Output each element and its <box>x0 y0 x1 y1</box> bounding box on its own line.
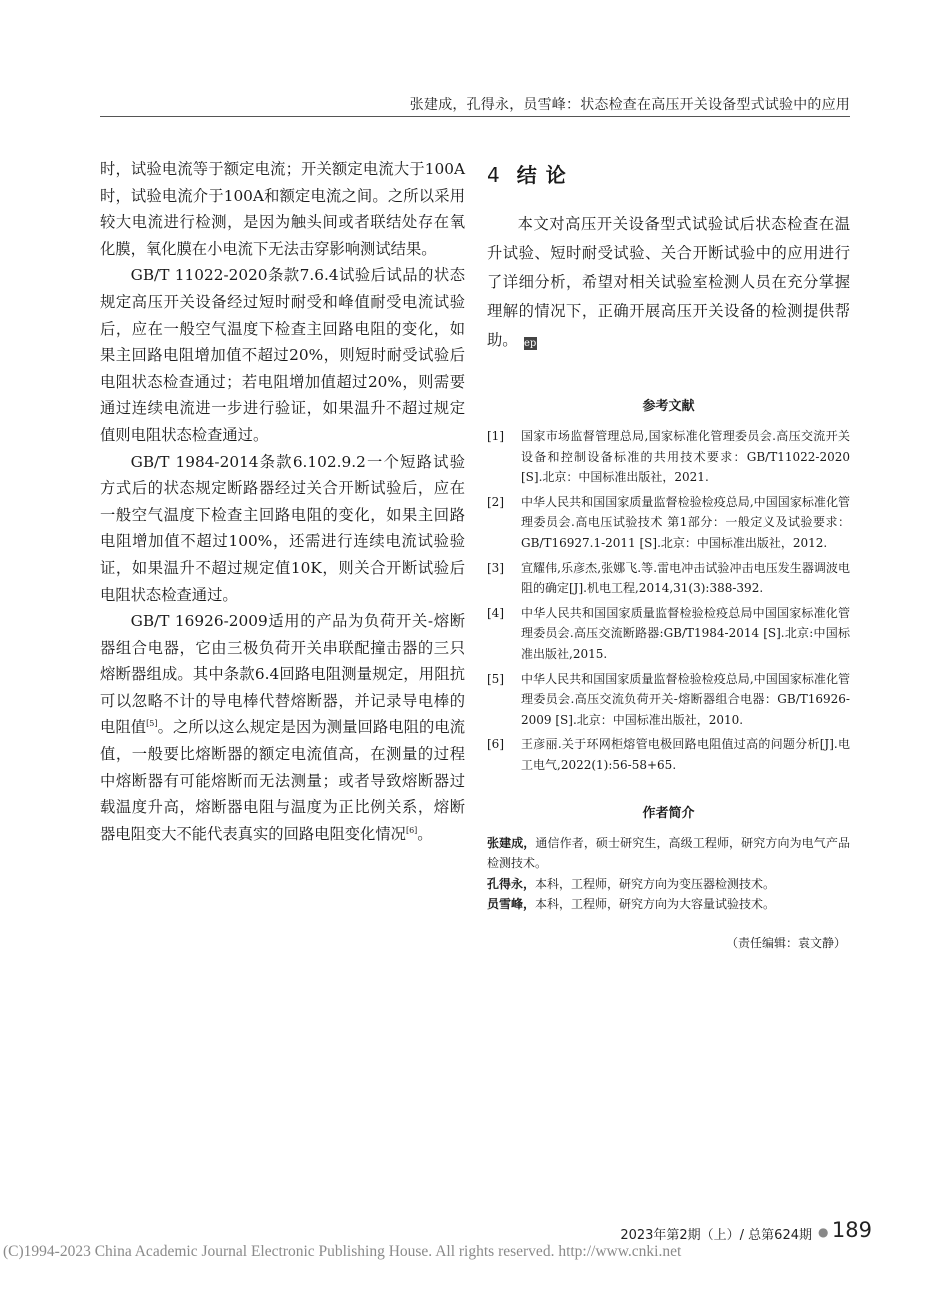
left-column <box>100 156 465 847</box>
copyright-watermark: (C)1994-2023 China Academic Journal Electronic Publishing House. All rights reserved. http://www.cnki.net <box>3 1243 682 1260</box>
reference-number: [2] <box>487 494 504 509</box>
paragraph-gbt16926 <box>100 608 465 847</box>
paragraph-continued: 时，试验电流等于额定电流；开关额定电流大于100A时，试验电流介于100A和额定电流之间。之所以采用较大电流进行检测，是因为触头间或者联结处存在氧化膜，氧化膜在小电流下无法击穿影响测试结果。 <box>100 160 465 258</box>
running-head: 张建成，孔得永，员雪峰：状态检查在高压开关设备型式试验中的应用 <box>409 97 850 113</box>
reference-number: [5] <box>487 671 504 686</box>
paragraph-gbt11022: GB/T 11022-2020条款7.6.4试验后试品的状态规定高压开关设备经过短时耐受和峰值耐受电流试验后，应在一般空气温度下检查主回路电阻的变化，如果主回路电阻增加值不超过20%，则短时耐受试验后电阻状态检查通过；若电阻增加值超过20%，则需要通过连续电流进一步进行验证，如果温升不超过规定值则电阻状态检查通过。 <box>100 266 465 444</box>
citation-5[interactable]: [5] <box>146 719 158 729</box>
reference-number: [1] <box>487 429 504 443</box>
author-desc: 本科，工程师，研究方向为变压器检测技术。 <box>535 876 776 891</box>
conclusion-text: 本文对高压开关设备型式试验试后状态检查在温升试验、短时耐受试验、关合开断试验中的应用进行了详细分析，希望对相关试验室检测人员在充分掌握理解的情况下，正确开展高压开关设备的检测提供帮助。 <box>487 215 850 349</box>
reference-item <box>487 669 850 731</box>
reference-text: 中华人民共和国国家质量监督检验检疫总局,中国国家标准化管理委员会.高电压试验技术 第1部分：一般定义及试验要求：GB/T16927.1-2011 [S].北京：中国标准出版社，2012. <box>521 494 850 550</box>
issue-info: 2023年第2期（上）/ 总第624期 <box>620 1228 812 1243</box>
references-heading: 参考文献 <box>642 399 695 414</box>
editor-note: （责任编辑：袁文静） <box>725 935 846 950</box>
reference-item <box>487 603 850 665</box>
paragraph-gbt1984: GB/T 1984-2014条款6.102.9.2一个短路试验方式后的状态规定断路器经过关合开断试验后，应在一般空气温度下检查主回路电阻的变化，如果主回路电阻增加值不超过100%，还需进行连续电流试验验证，如果温升不超过规定值10K，则关合开断试验后电阻状态检查通过。 <box>100 452 465 604</box>
section-title: 结 论 <box>516 163 567 187</box>
reference-item <box>487 426 850 488</box>
reference-number: [6] <box>487 737 504 752</box>
reference-text: 中华人民共和国国家质量监督检验检疫总局,中国国家标准化管理委员会.高压交流负荷开关-熔断器组合电器：GB/T16926-2009 [S].北京：中国标准出版社，2010. <box>521 671 850 727</box>
author-bio <box>487 874 850 895</box>
page-number: 189 <box>831 1218 872 1242</box>
author-desc: 本科，工程师，研究方向为大容量试验技术。 <box>535 897 776 912</box>
section-number: 4 <box>487 163 501 187</box>
reference-item <box>487 734 850 775</box>
end-mark-icon: ep <box>523 338 537 349</box>
section-heading <box>487 159 850 188</box>
header-rule <box>100 116 850 117</box>
reference-number: [3] <box>487 560 504 575</box>
reference-number: [4] <box>487 605 504 620</box>
author-bio-heading: 作者简介 <box>642 805 695 821</box>
reference-item <box>487 492 850 554</box>
author-name: 张建成， <box>487 835 536 850</box>
conclusion-paragraph <box>487 210 850 355</box>
reference-text: 中华人民共和国国家质量监督检验检疫总局中国国家标准化管理委员会.高压交流断路器:GB/T1984-2014 [S].北京:中国标准出版社,2015. <box>521 605 850 661</box>
author-desc: 通信作者，硕士研究生，高级工程师，研究方向为电气产品检测技术。 <box>487 835 850 871</box>
paragraph-text-1: GB/T 16926-2009适用的产品为负荷开关-熔断器组合电器，它由三极负荷开关串联配撞击器的三只熔断器组成。其中条款6.4回路电阻测量规定，用阻抗可以忽略不计的导电棒代替熔断器，并记录导电棒的电阻值 <box>100 612 465 737</box>
reference-text: 国家市场监督管理总局,国家标准化管理委员会.高压交流开关设备和控制设备标准的共用技术要求：GB/T11022-2020 [S].北京：中国标准出版社，2021. <box>521 429 850 485</box>
author-name: 孔得永， <box>487 876 536 891</box>
author-name: 员雪峰， <box>487 897 536 912</box>
reference-item <box>487 558 850 599</box>
reference-text: 王彦丽.关于环网柜熔管电极回路电阻值过高的问题分析[J].电工电气,2022(1):56-58+65. <box>521 737 850 772</box>
citation-6[interactable]: [6] <box>405 825 418 835</box>
bullet-dot-icon: ● <box>818 1225 829 1239</box>
right-column <box>487 156 850 951</box>
paragraph-text-2: 。之所以这么规定是因为测量回路电阻的电流值，一般要比熔断器的额定电流值高，在测量的过程中熔断器有可能熔断而无法测量；或者导致熔断器过载温度升高，熔断器电阻与温度为正比例关系，熔断器电阻变大不能代表真实的回路电阻变化情况 <box>100 718 465 843</box>
paragraph-text-3: 。 <box>417 824 433 843</box>
author-bio <box>487 894 850 915</box>
author-bios <box>487 833 850 915</box>
author-bio <box>487 833 850 874</box>
reference-text: 宣耀伟,乐彦杰,张娜飞.等.雷电冲击试验冲击电压发生器调波电阻的确定[J].机电工程,2014,31(3):388-392. <box>521 560 850 596</box>
references-list <box>487 426 850 776</box>
